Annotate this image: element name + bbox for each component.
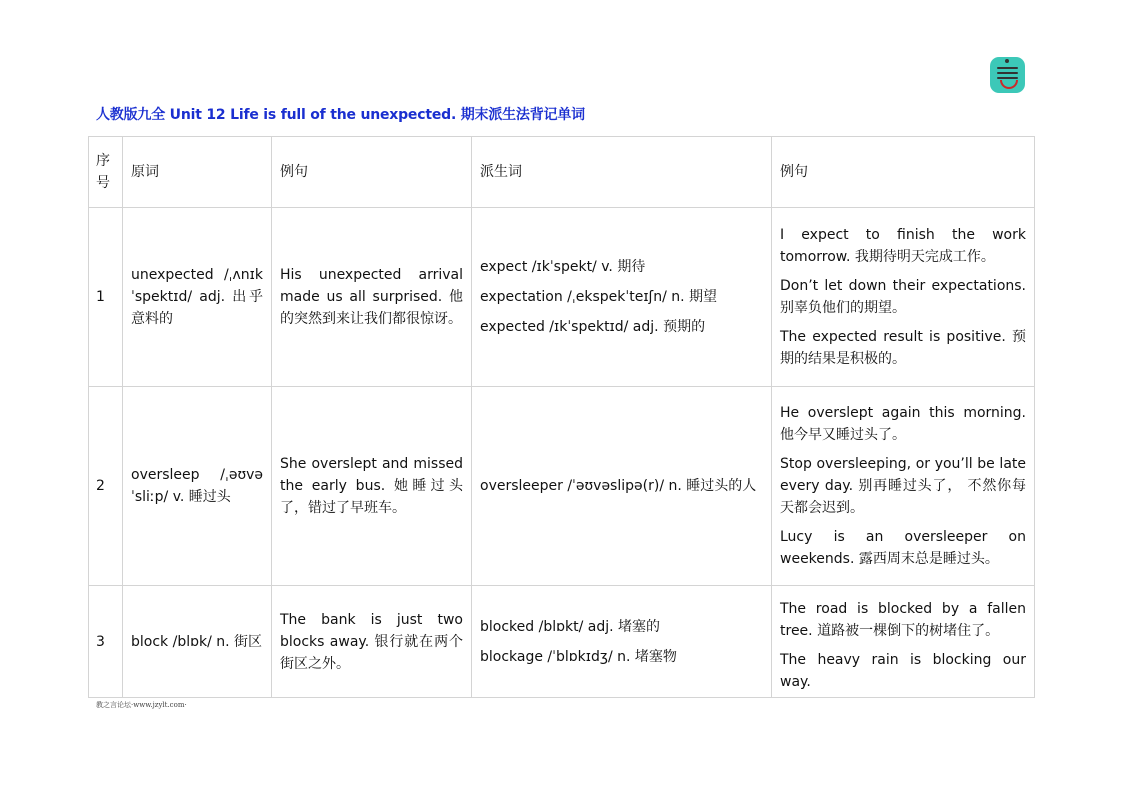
page-title: 人教版九全 Unit 12 Life is full of the unexpected. 期末派生法背记单词 <box>96 107 585 123</box>
word-cell: block /blɒk/ n. 街区 <box>123 586 272 698</box>
derived-example: Lucy is an oversleeper on weekends. 露西周末总是睡过头。 <box>780 529 1026 567</box>
vocabulary-table <box>88 136 1035 698</box>
derived-example: The road is blocked by a fallen tree. 道路被一棵倒下的树堵住了。 <box>780 601 1026 639</box>
table-row <box>89 586 1035 698</box>
derived-word: expected /ɪkˈspektɪd/ adj. 预期的 <box>480 319 706 335</box>
derived-example: I expect to finish the work tomorrow. 我期待明天完成工作。 <box>780 227 1026 265</box>
example-cell: The bank is just two blocks away. 银行就在两个街区之外。 <box>272 586 472 698</box>
derived-example-cell <box>772 208 1035 387</box>
derived-example: Stop oversleeping, or you’ll be late every day. 别再睡过头了， 不然你每天都会迟到。 <box>780 456 1026 516</box>
derived-example: Don’t let down their expectations. 别辜负他们的期望。 <box>780 278 1026 316</box>
derived-cell <box>472 586 772 698</box>
table-header-row <box>89 137 1035 208</box>
row-num: 1 <box>89 208 123 387</box>
header-derived-example: 例句 <box>772 137 1035 208</box>
derived-word: oversleeper /ˈəʊvəslipə(r)/ n. 睡过头的人 <box>480 478 757 494</box>
derived-word: expectation /ˌekspekˈteɪʃn/ n. 期望 <box>480 289 718 305</box>
derived-example: The heavy rain is blocking our way. <box>780 652 1026 690</box>
derived-cell <box>472 387 772 586</box>
row-num: 3 <box>89 586 123 698</box>
example-cell: She overslept and missed the early bus. 她睡过头了，错过了早班车。 <box>272 387 472 586</box>
word-cell: oversleep /ˌəʊvəˈsliːp/ v. 睡过头 <box>123 387 272 586</box>
table-row <box>89 387 1035 586</box>
header-example: 例句 <box>272 137 472 208</box>
example-cell: His unexpected arrival made us all surprised. 他的突然到来让我们都很惊讶。 <box>272 208 472 387</box>
header-derived: 派生词 <box>472 137 772 208</box>
derived-cell <box>472 208 772 387</box>
header-num: 序号 <box>89 137 123 208</box>
derived-word: expect /ɪkˈspekt/ v. 期待 <box>480 259 646 275</box>
row-num: 2 <box>89 387 123 586</box>
header-word: 原词 <box>123 137 272 208</box>
derived-example-cell <box>772 586 1035 698</box>
logo-line <box>997 77 1018 79</box>
derived-word: blockage /ˈblɒkɪdʒ/ n. 堵塞物 <box>480 648 677 665</box>
site-logo-icon <box>990 57 1025 93</box>
word-cell: unexpected /ˌʌnɪkˈspektɪd/ adj. 出乎意料的 <box>123 208 272 387</box>
derived-example-cell <box>772 387 1035 586</box>
table-row <box>89 208 1035 387</box>
page-footer: 教之言论坛·www.jzylt.com· <box>96 701 187 709</box>
derived-example: He overslept again this morning. 他今早又睡过头了。 <box>780 405 1026 443</box>
logo-line <box>997 72 1018 74</box>
logo-dot <box>1005 59 1009 63</box>
logo-line <box>997 67 1018 69</box>
derived-example: The expected result is positive. 预期的结果是积极的。 <box>780 329 1026 367</box>
logo-smile <box>1000 80 1018 89</box>
derived-word: blocked /blɒkt/ adj. 堵塞的 <box>480 618 660 635</box>
